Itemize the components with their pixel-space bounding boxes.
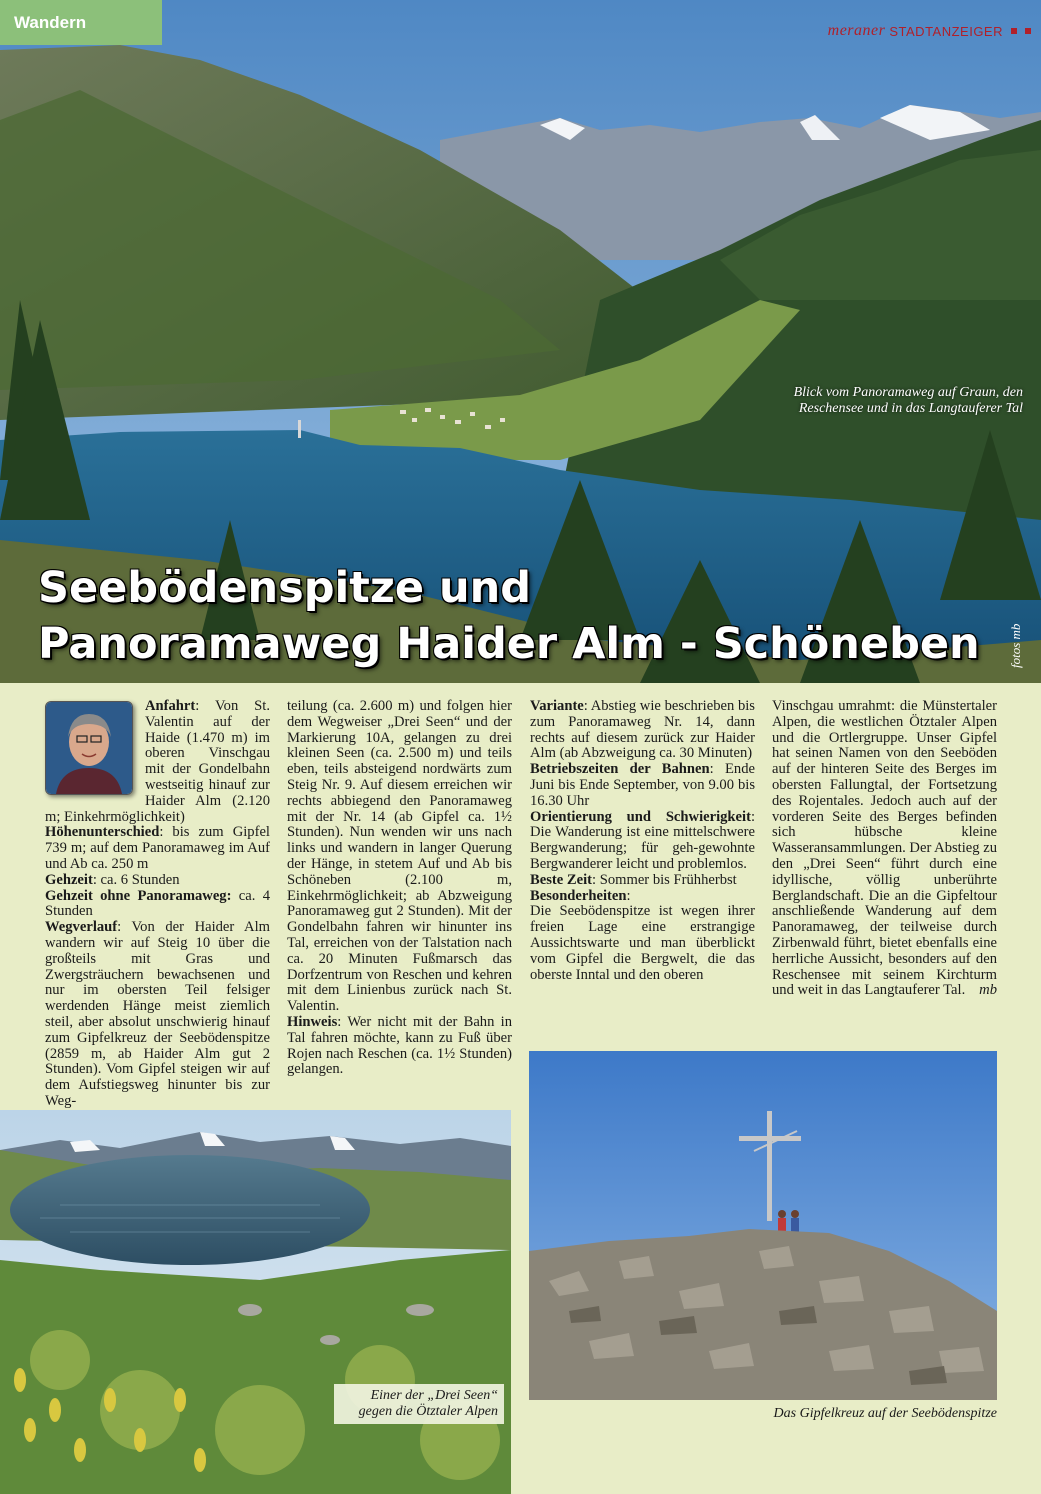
text-column-1 — [45, 699, 270, 1110]
section-hoehenunterschied — [45, 825, 270, 872]
label-anfahrt: Anfahrt — [145, 698, 196, 714]
lake-landscape-illustration — [0, 1110, 511, 1494]
section-betriebszeiten — [530, 762, 755, 809]
title-line-2: Panoramaweg Haider Alm - Schöneben — [38, 619, 980, 669]
text-gehzeit: : ca. 6 Stunden — [92, 871, 180, 888]
section-wegverlauf-cont — [287, 699, 512, 1015]
summit-photo — [529, 1051, 997, 1400]
masthead-stadtanzeiger: STADTANZEIGER — [889, 23, 1003, 39]
summit-cross-illustration — [529, 1051, 997, 1400]
section-variante — [530, 699, 755, 762]
author-portrait-illustration — [46, 702, 132, 794]
magazine-masthead — [828, 22, 1031, 40]
author-portrait — [45, 701, 133, 795]
label-beste-zeit: Beste Zeit — [530, 871, 593, 888]
photo-credit: fotos mb — [1008, 623, 1023, 668]
section-hinweis — [287, 1015, 512, 1078]
label-variante: Variante — [530, 698, 584, 714]
label-orientierung: Orientierung und Schwierigkeit — [530, 808, 751, 825]
label-gehzeit-ohne: Gehzeit ohne Panoramaweg: — [45, 887, 232, 904]
text-beste-zeit: : Sommer bis Frühherbst — [592, 871, 737, 888]
label-betriebszeiten: Betriebszeiten der Bahnen — [530, 761, 710, 778]
section-orientierung — [530, 810, 755, 873]
section-gehzeit — [45, 873, 270, 889]
summit-caption: Das Gipfelkreuz auf der Seebödenspitze — [773, 1406, 997, 1421]
masthead-square-icon — [1025, 28, 1031, 34]
section-besonderheiten — [530, 889, 755, 905]
section-besonderheiten-cont — [772, 699, 997, 999]
text-gehzeit-ohne: ca. 4 Stunden — [45, 887, 270, 920]
hero-photo — [0, 0, 1041, 683]
masthead-square-icon — [1011, 28, 1017, 34]
text-anfahrt: : Von St. Valentin auf der Haide (1.470 m) im oberen Vinschgau mit der Gondelbahn westseitig hinauf zur Haider Alm (2.120 m; Einkehrmöglichkeit) — [45, 698, 270, 825]
hero-caption: Blick vom Panoramaweg auf Graun, den Reschensee und in das Langtauferer Tal — [793, 385, 1023, 416]
text-wegverlauf-part1: : Von der Haider Alm wandern wir auf Steig 10 über die großteils mit Gras und Zwergsträuchern bewachsenen und nur im obersten Teil felsiger werdenden Hänge meist ziemlich steil, aber absolut unschwierig hinauf zum Gipfelkreuz der Seebödenspitze (2859 m, ab Haider Alm gut 2 Stunden). Vom Gipfel steigen wir auf dem Aufstiegsweg hinunter bis zur Weg- — [45, 919, 270, 1109]
lake-caption: Einer der „Drei Seen“ gegen die Ötztaler Alpen — [334, 1384, 504, 1424]
masthead-meraner: meraner — [827, 22, 886, 39]
text-hinweis: : Wer nicht mit der Bahn in Tal fahren möchte, kann zu Fuß über Rojen nach Reschen (ca. 1½ Stunden) gelangen. — [287, 1013, 512, 1078]
text-wegverlauf-part2: teilung (ca. 2.600 m) und folgen hier dem Wegweiser „Drei Seen“ und der Markierung 10A, gelangen zu drei kleinen Seen (ca. 2.500 m) und teils eben, teils absteigend nordwärts zum Steig Nr. 9. Auf diesem erreichen wir rechts abbiegend den Panoramaweg mit der Nr. 14 (ab Gipfel ca. 1½ Stunden). Nun wenden wir uns nach links und wandern in langer Querung der Hänge, in stetem Auf und Ab bis Schöneben (2.100 m, Einkehrmöglichkeit; ab Abzweigung Panoramaweg gut 2 Stunden). Mit der Gondelbahn fahren wir hinunter ins Tal, erreichen von der Talstation nach ca. 20 Minuten Fußmarsch das Dorfzentrum von Reschen und kehren mit dem Linienbus zurück nach St. Valentin. — [287, 698, 512, 1015]
lake-photo — [0, 1110, 511, 1494]
article-title — [38, 560, 980, 672]
text-betriebszeiten: : Ende Juni bis Ende September, von 9.00 bis 16.30 Uhr — [530, 761, 755, 809]
label-gehzeit: Gehzeit — [45, 871, 93, 888]
label-hoehenunterschied: Höhenunterschied — [45, 824, 160, 841]
text-besonderheiten-part2: Vinschgau umrahmt: die Münstertaler Alpen, die westlichen Ötztaler Alpen und die Ortlergruppe. Unser Gipfel hat seinen Namen von den Seeböden auf der hinteren Seite des Berges im obersten Fallungtal, der Fortsetzung des Rojentales. Jedoch auch auf der vorderen Seite des Berges befinden sich hübsche kleine Wasseransammlungen. Der Abstieg zu den „Drei Seen“ führt durch eine idyllische, völlig unberührte Berglandschaft. Die an die Gipfeltour anschließende Wanderung auf dem Panoramaweg, der teilweise durch Zirbenwald führt, bietet ebenfalls eine herrliche Aussicht, besonders auf den Reschensee mit seinem Kirchturm und weit in das Langtauferer Tal. — [772, 698, 997, 999]
section-wegverlauf — [45, 920, 270, 1110]
author-signature: mb — [979, 982, 997, 999]
text-variante: : Abstieg wie beschrieben bis zum Panoramaweg Nr. 14, dann rechts auf diesem zurück zur Haider Alm (ab Abzweigung ca. 30 Minuten) — [530, 698, 755, 762]
title-line-1: Seebödenspitze und — [38, 563, 532, 613]
text-column-4 — [772, 699, 997, 999]
text-besonderheiten-part1: Die Seebödenspitze ist wegen ihrer freien Lage eine erstrangige Aussichtswarte und man überblickt vom Gipfel die Bergwelt, die das oberste Inntal und den oberen — [530, 903, 755, 983]
text-besonderheiten-colon: : — [626, 887, 631, 904]
label-hinweis: Hinweis — [287, 1013, 338, 1030]
text-hoehenunterschied: : bis zum Gipfel 739 m; auf dem Panoramaweg im Auf und Ab ca. 250 m — [45, 824, 270, 872]
section-gehzeit-ohne — [45, 889, 270, 921]
label-besonderheiten: Besonderheiten — [530, 887, 627, 904]
text-column-3 — [530, 699, 755, 983]
text-orientierung: : Die Wanderung ist eine mittelschwere Bergwanderung; für geh-gewohnte Bergwanderer leicht und problemlos. — [530, 808, 755, 872]
text-column-2 — [287, 699, 512, 1078]
label-wegverlauf: Wegverlauf — [45, 919, 118, 936]
section-besonderheiten-body — [530, 904, 755, 983]
section-label: Wandern — [0, 0, 162, 45]
section-beste-zeit — [530, 873, 755, 889]
